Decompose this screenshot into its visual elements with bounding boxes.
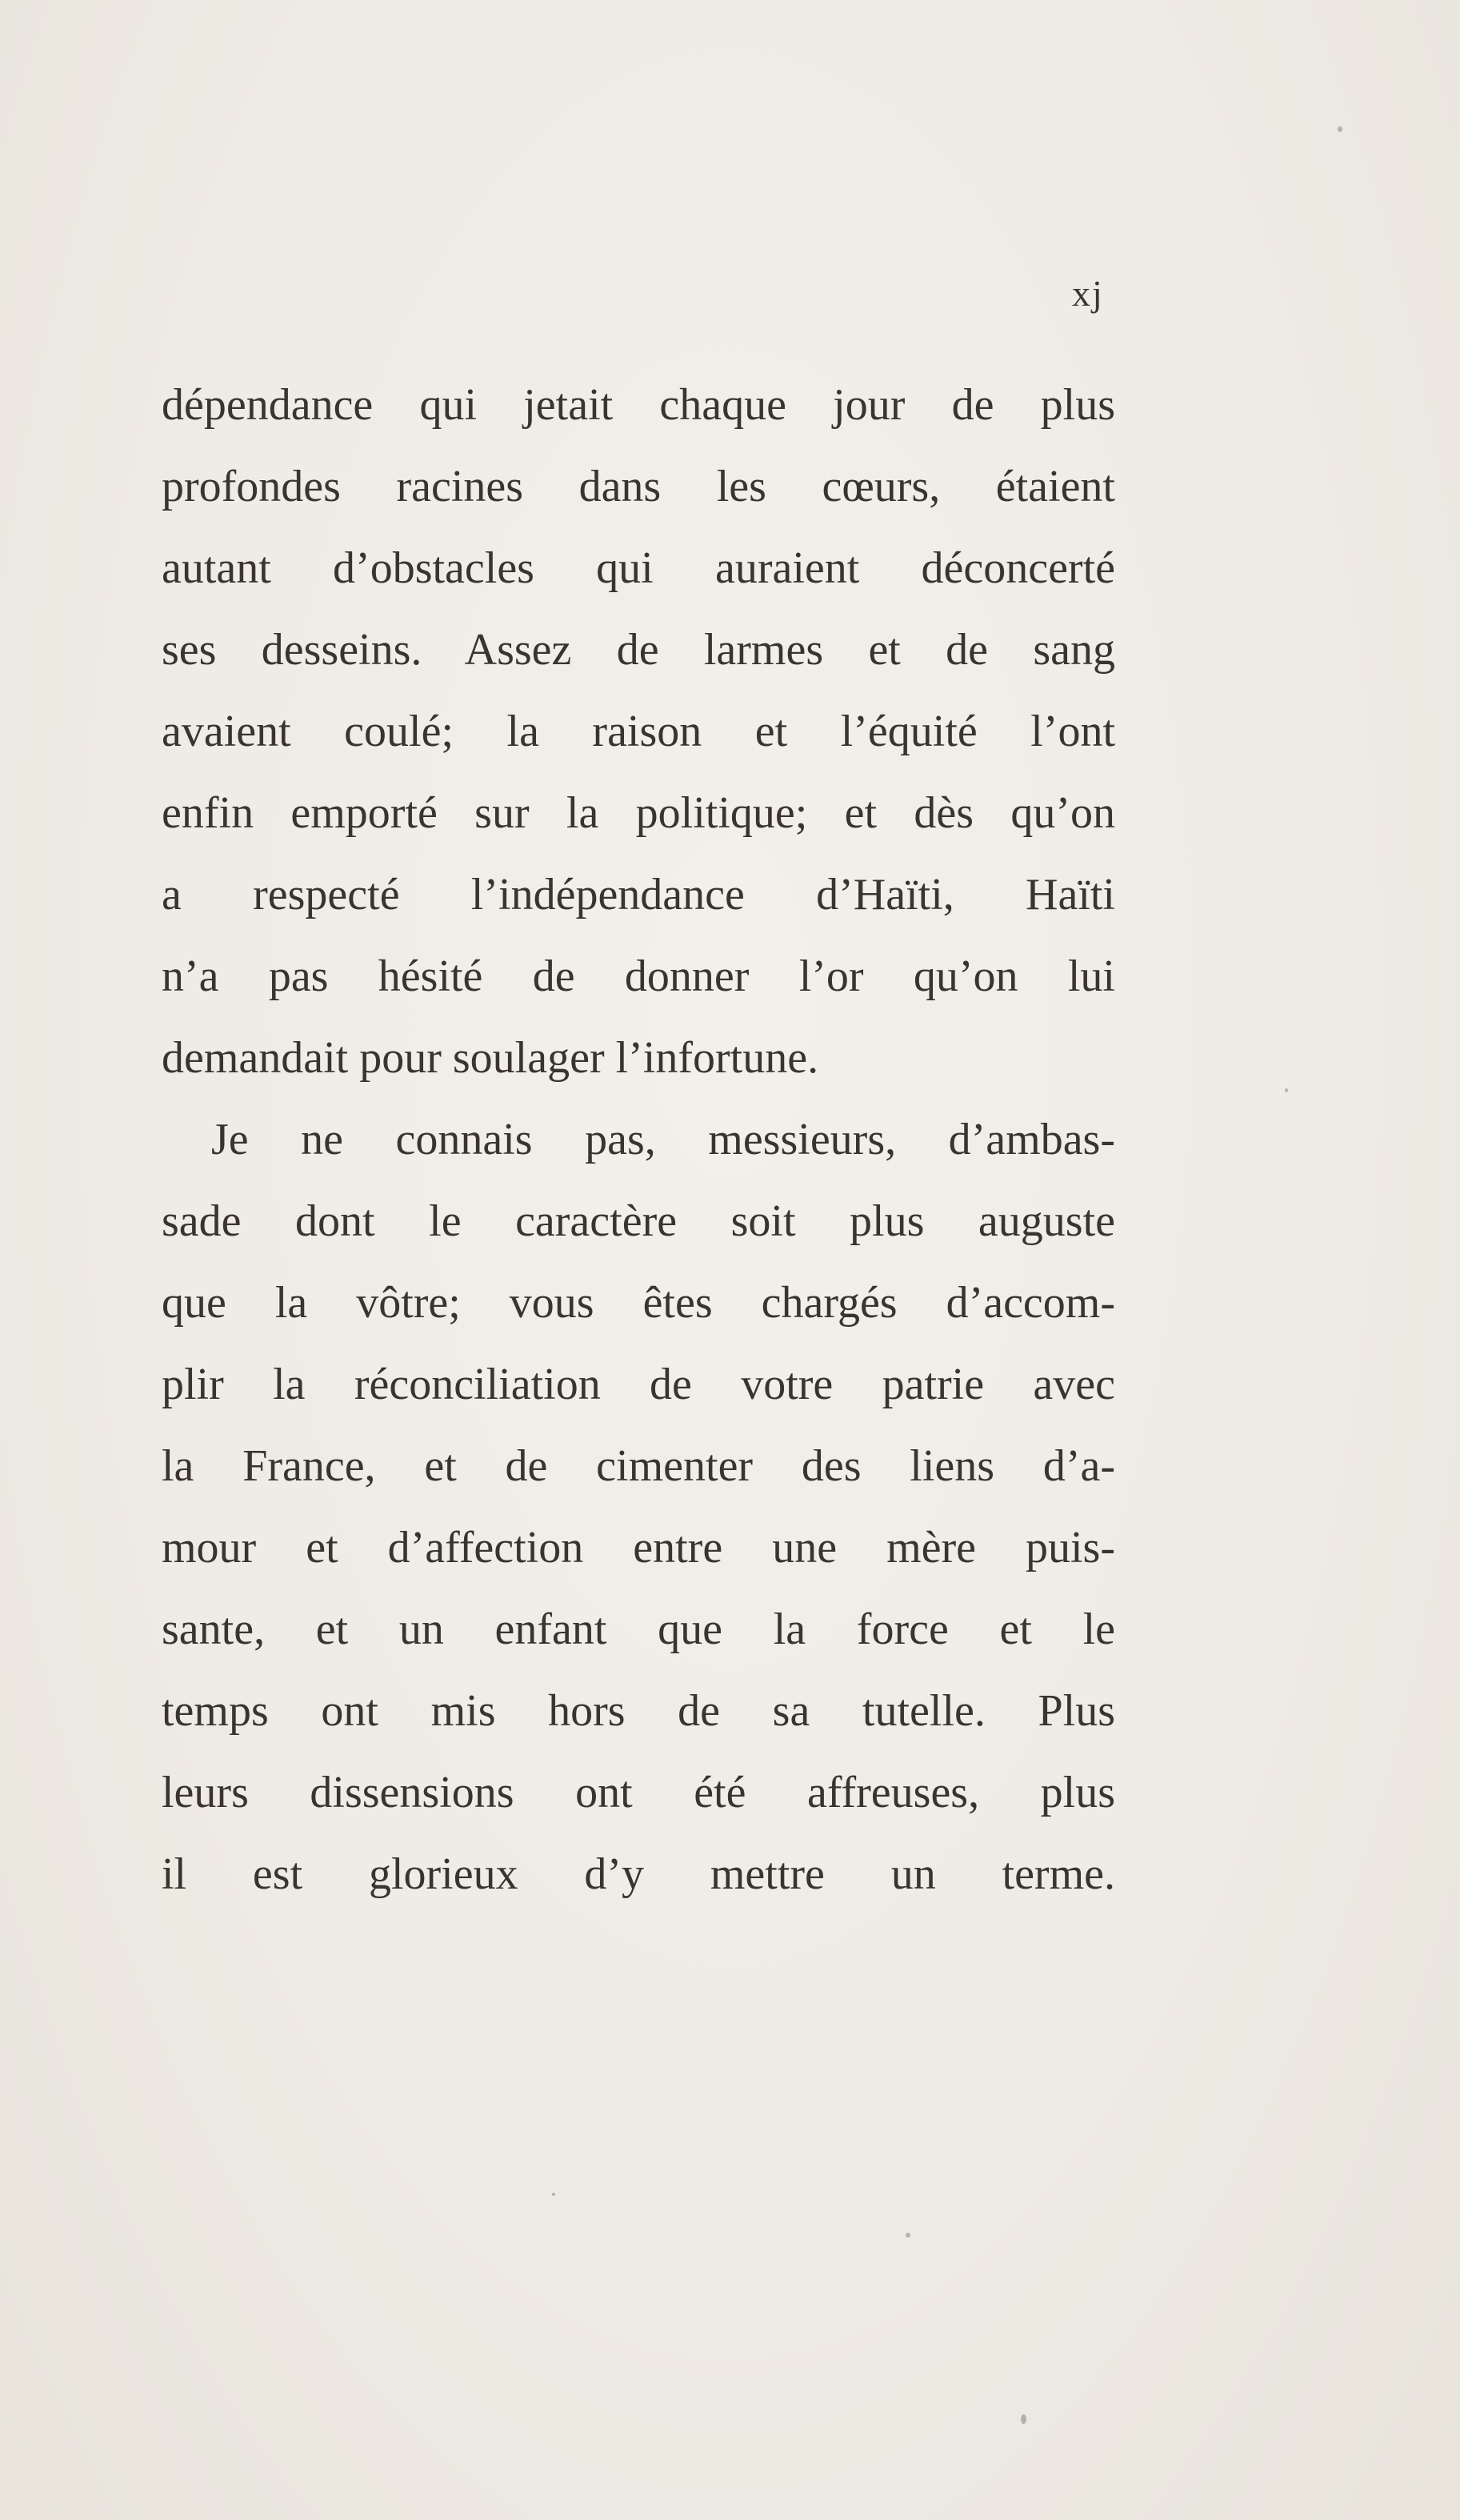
text-line: demandait pour soulager l’infortune.	[162, 1033, 819, 1083]
text-line: a respecté l’indépendance d’Haïti, Haïti	[162, 870, 1115, 919]
text-line: leurs dissensions ont été affreuses, plus	[162, 1768, 1115, 1817]
text-line: autant d’obstacles qui auraient déconcerté	[162, 543, 1115, 593]
paper-speck	[1338, 126, 1342, 132]
text-line: la France, et de cimenter des liens d’a-	[162, 1441, 1115, 1491]
page-number: xj	[1072, 273, 1104, 314]
text-line: avaient coulé; la raison et l’équité l’ont	[162, 707, 1115, 756]
text-line: il est glorieux d’y mettre un terme.	[162, 1849, 1115, 1899]
text-line: que la vôtre; vous êtes chargés d’accom-	[162, 1278, 1115, 1328]
text-line: profondes racines dans les cœurs, étaient	[162, 462, 1115, 511]
text-line: mour et d’affection entre une mère puis-	[162, 1523, 1115, 1572]
text-line: enfin emporté sur la politique; et dès qu’on	[162, 788, 1115, 838]
paper-speck	[1285, 1088, 1288, 1092]
text-line: Je ne connais pas, messieurs, d’ambas-	[211, 1115, 1115, 1164]
body-text	[162, 364, 1115, 1915]
paper-speck	[1021, 2414, 1026, 2424]
paper-speck	[906, 2233, 910, 2238]
text-line: temps ont mis hors de sa tutelle. Plus	[162, 1686, 1115, 1736]
text-line: sante, et un enfant que la force et le	[162, 1605, 1115, 1654]
paper-speck	[552, 2193, 555, 2196]
text-line: dépendance qui jetait chaque jour de plus	[162, 380, 1115, 430]
text-line: ses desseins. Assez de larmes et de sang	[162, 625, 1115, 675]
text-line: sade dont le caractère soit plus auguste	[162, 1196, 1115, 1246]
text-line: plir la réconciliation de votre patrie avec	[162, 1360, 1115, 1409]
text-line: n’a pas hésité de donner l’or qu’on lui	[162, 952, 1115, 1001]
